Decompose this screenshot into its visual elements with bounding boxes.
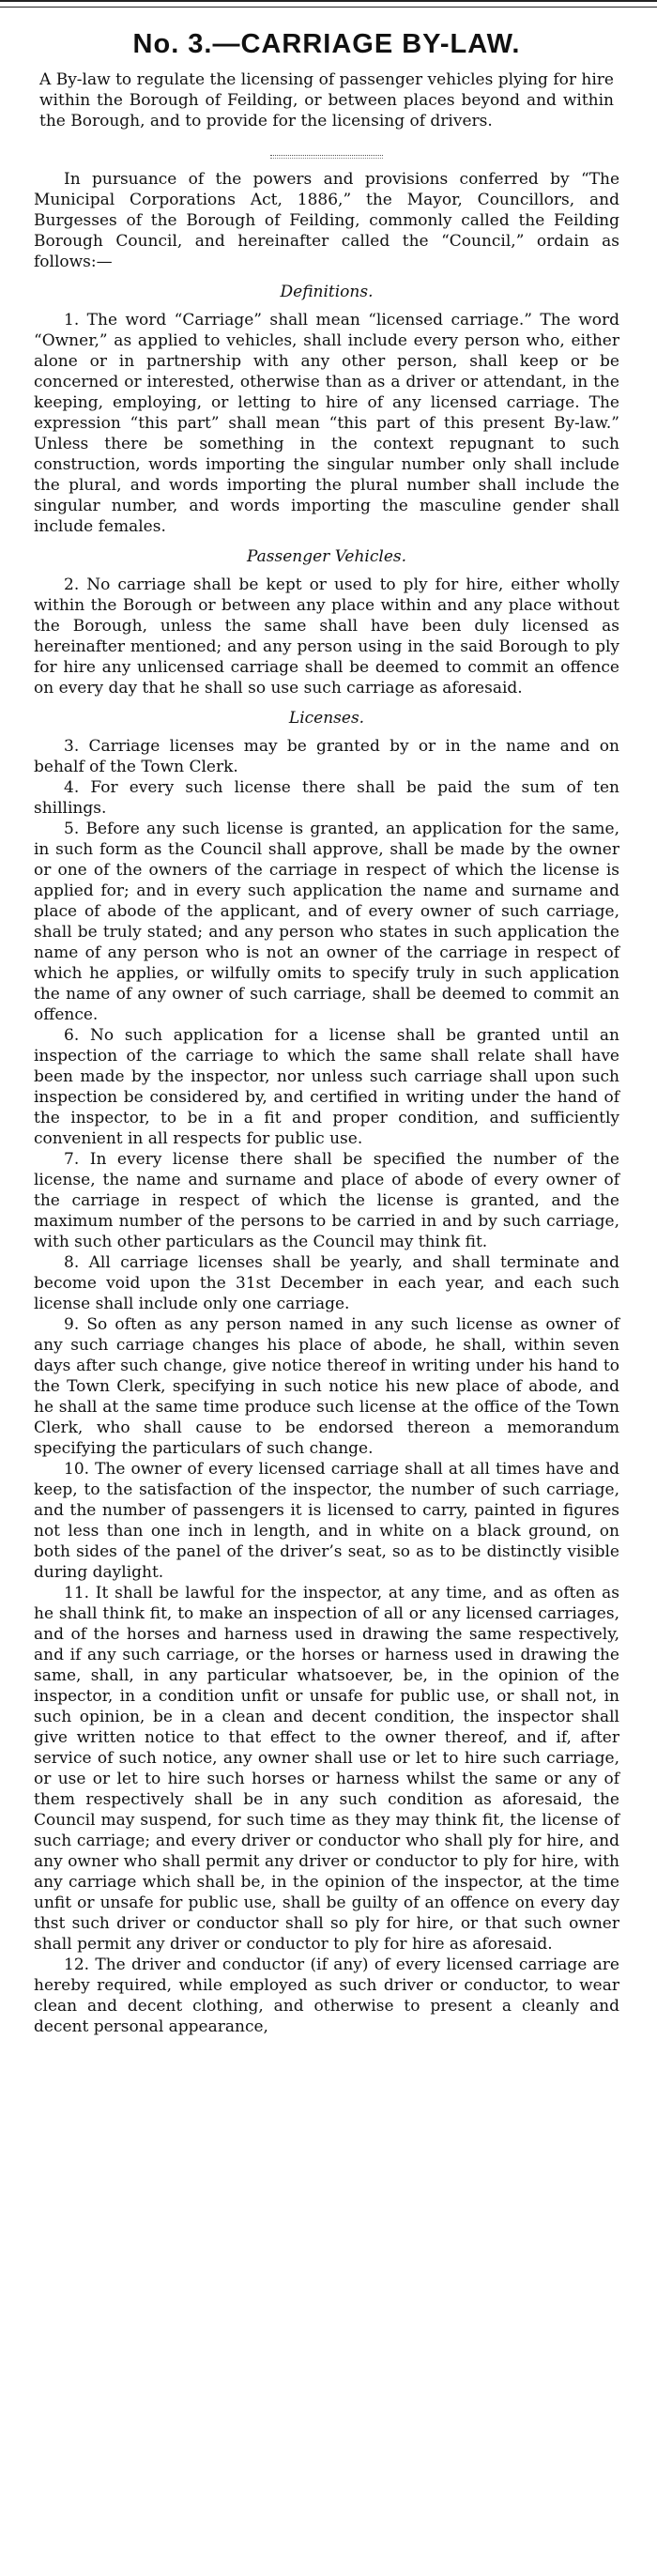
- clause-9: 9. So often as any person named in any such license as owner of any such carriage changes his place of abode, he shall, within seven days after such change, give notice thereof in writing under his hand to the Town Clerk, specifying in such notice his new place of abode, and he shall at the same time produce such license at the office of the Town Clerk, who shall cause to be endorsed thereon a memorandum specifying the particulars of such change.: [34, 1315, 619, 1458]
- section-heading-licenses: Licenses.: [288, 709, 365, 728]
- clause-2: 2. No carriage shall be kept or used to ply for hire, either wholly within the Borough or between any place within and any place without the Borough, unless the same shall have been duly licensed as hereinafter mentioned; and any person using in the said Borough to ply for hire any unlicensed carriage shall be deemed to commit an offence on every day that he shall so use such carriage as aforesaid.: [34, 575, 619, 698]
- clause-6: 6. No such application for a license shall be granted until an inspection of the carriage to which the same shall relate shall have been made by the inspector, nor unless such carriage shall upon such inspection be considered by, and certified in writing under the hand of the inspector, to be in a fit and proper condition, and sufficiently convenient in all respects for public use.: [34, 1026, 619, 1148]
- preamble: A By-law to regulate the licensing of passenger vehicles plying for hire within the Borough of Feilding, or between places beyond and within the Borough, and to provide for the licensing of drivers.: [39, 70, 614, 130]
- clause-5: 5. Before any such license is granted, an application for the same, in such form as the Council shall approve, shall be made by the owner or one of the owners of the carriage in respect of which the license is applied for; and in every such application the name and surname and place of abode of the applicant, and of every owner of such carriage, shall be truly stated; and any person who states in such application the name of any person who is not an owner of the carriage in respect of which he applies, or wilfully omits to specify truly in such application the name of any owner of such carriage, shall be deemed to commit an offence.: [34, 820, 619, 1024]
- section-heading-definitions: Definitions.: [280, 283, 374, 301]
- clause-11: 11. It shall be lawful for the inspector, at any time, and as often as he shall think fit, to make an inspection of all or any licensed carriages, and of the horses and harness used in drawing the same respectively, and if any such carriage, or the horses or harness used in drawing the same, shall, in any particular whatsoever, be, in the opinion of the inspector, in a condition unfit or unsafe for public use, or shall not, in such opinion, be in a clean and decent condition, the inspector shall give written notice to that effect to the owner thereof, and if, after service of such notice, any owner shall use or let to hire such carriage, or use or let to hire such horses or harness whilst the same or any of them respectively shall be in any such condition as aforesaid, the Council may suspend, for such time as they may think fit, the license of such carriage; and every driver or conductor who shall ply for hire, and any owner who shall permit any driver or conductor to ply for hire, with any carriage which shall be, in the opinion of the inspector, at the time unfit or unsafe for public use, shall be guilty of an offence on every day thst such driver or conductor shall so ply for hire, or that such owner shall permit any driver or conductor to ply for hire as aforesaid.: [34, 1584, 619, 1954]
- clause-7: 7. In every license there shall be specified the number of the license, the name and surname and place of abode of every owner of the carriage in respect of which the license is granted, and the maximum number of the persons to be carried in and by such carriage, with such other particulars as the Council may think fit.: [34, 1150, 619, 1251]
- clause-3: 3. Carriage licenses may be granted by or in the name and on behalf of the Town Clerk.: [34, 737, 619, 776]
- section-heading-passenger-vehicles: Passenger Vehicles.: [246, 547, 407, 566]
- ornament-divider: [34, 145, 619, 152]
- clause-1: 1. The word “Carriage” shall mean “licensed carriage.” The word “Owner,” as applied to vehicles, shall include every person who, either alone or in partnership with any other person, shall keep or be concerned or interested, otherwise than as a driver or attendant, in the keeping, employing, or letting to hire of any licensed carriage. The expression “this part” shall mean “this part of this present By-law.” Unless there be something in the context repugnant to such construction, words importing the singular number only shall include the plural, and words importing the plural number shall include the singular number, and words importing the masculine gender shall include females.: [34, 311, 619, 536]
- intro-paragraph: In pursuance of the powers and provisions conferred by “The Municipal Corporations Act, 1886,” the Mayor, Councillors, and Burgesses of the Borough of Feilding, commonly called the Feilding Borough Council, and hereinafter called the “Council,” ordain as follows:—: [34, 170, 619, 271]
- clause-8: 8. All carriage licenses shall be yearly, and shall terminate and become void upon the 31st December in each year, and each such license shall include only one carriage.: [34, 1253, 619, 1313]
- top-rule: [0, 0, 657, 8]
- page-title: No. 3.—CARRIAGE BY-LAW.: [132, 29, 521, 59]
- clause-10: 10. The owner of every licensed carriage shall at all times have and keep, to the satisfaction of the inspector, the number of such carriage, and the number of passengers it is licensed to carry, painted in figures not less than one inch in length, and in white on a black ground, on both sides of the panel of the driver’s seat, so as to be distinctly visible during daylight.: [34, 1460, 619, 1582]
- clause-12: 12. The driver and conductor (if any) of every licensed carriage are hereby required, while employed as such driver or conductor, to wear clean and decent clothing, and otherwise to present a cleanly and decent personal appearance,: [34, 1955, 619, 2036]
- clause-4: 4. For every such license there shall be paid the sum of ten shillings.: [34, 778, 619, 818]
